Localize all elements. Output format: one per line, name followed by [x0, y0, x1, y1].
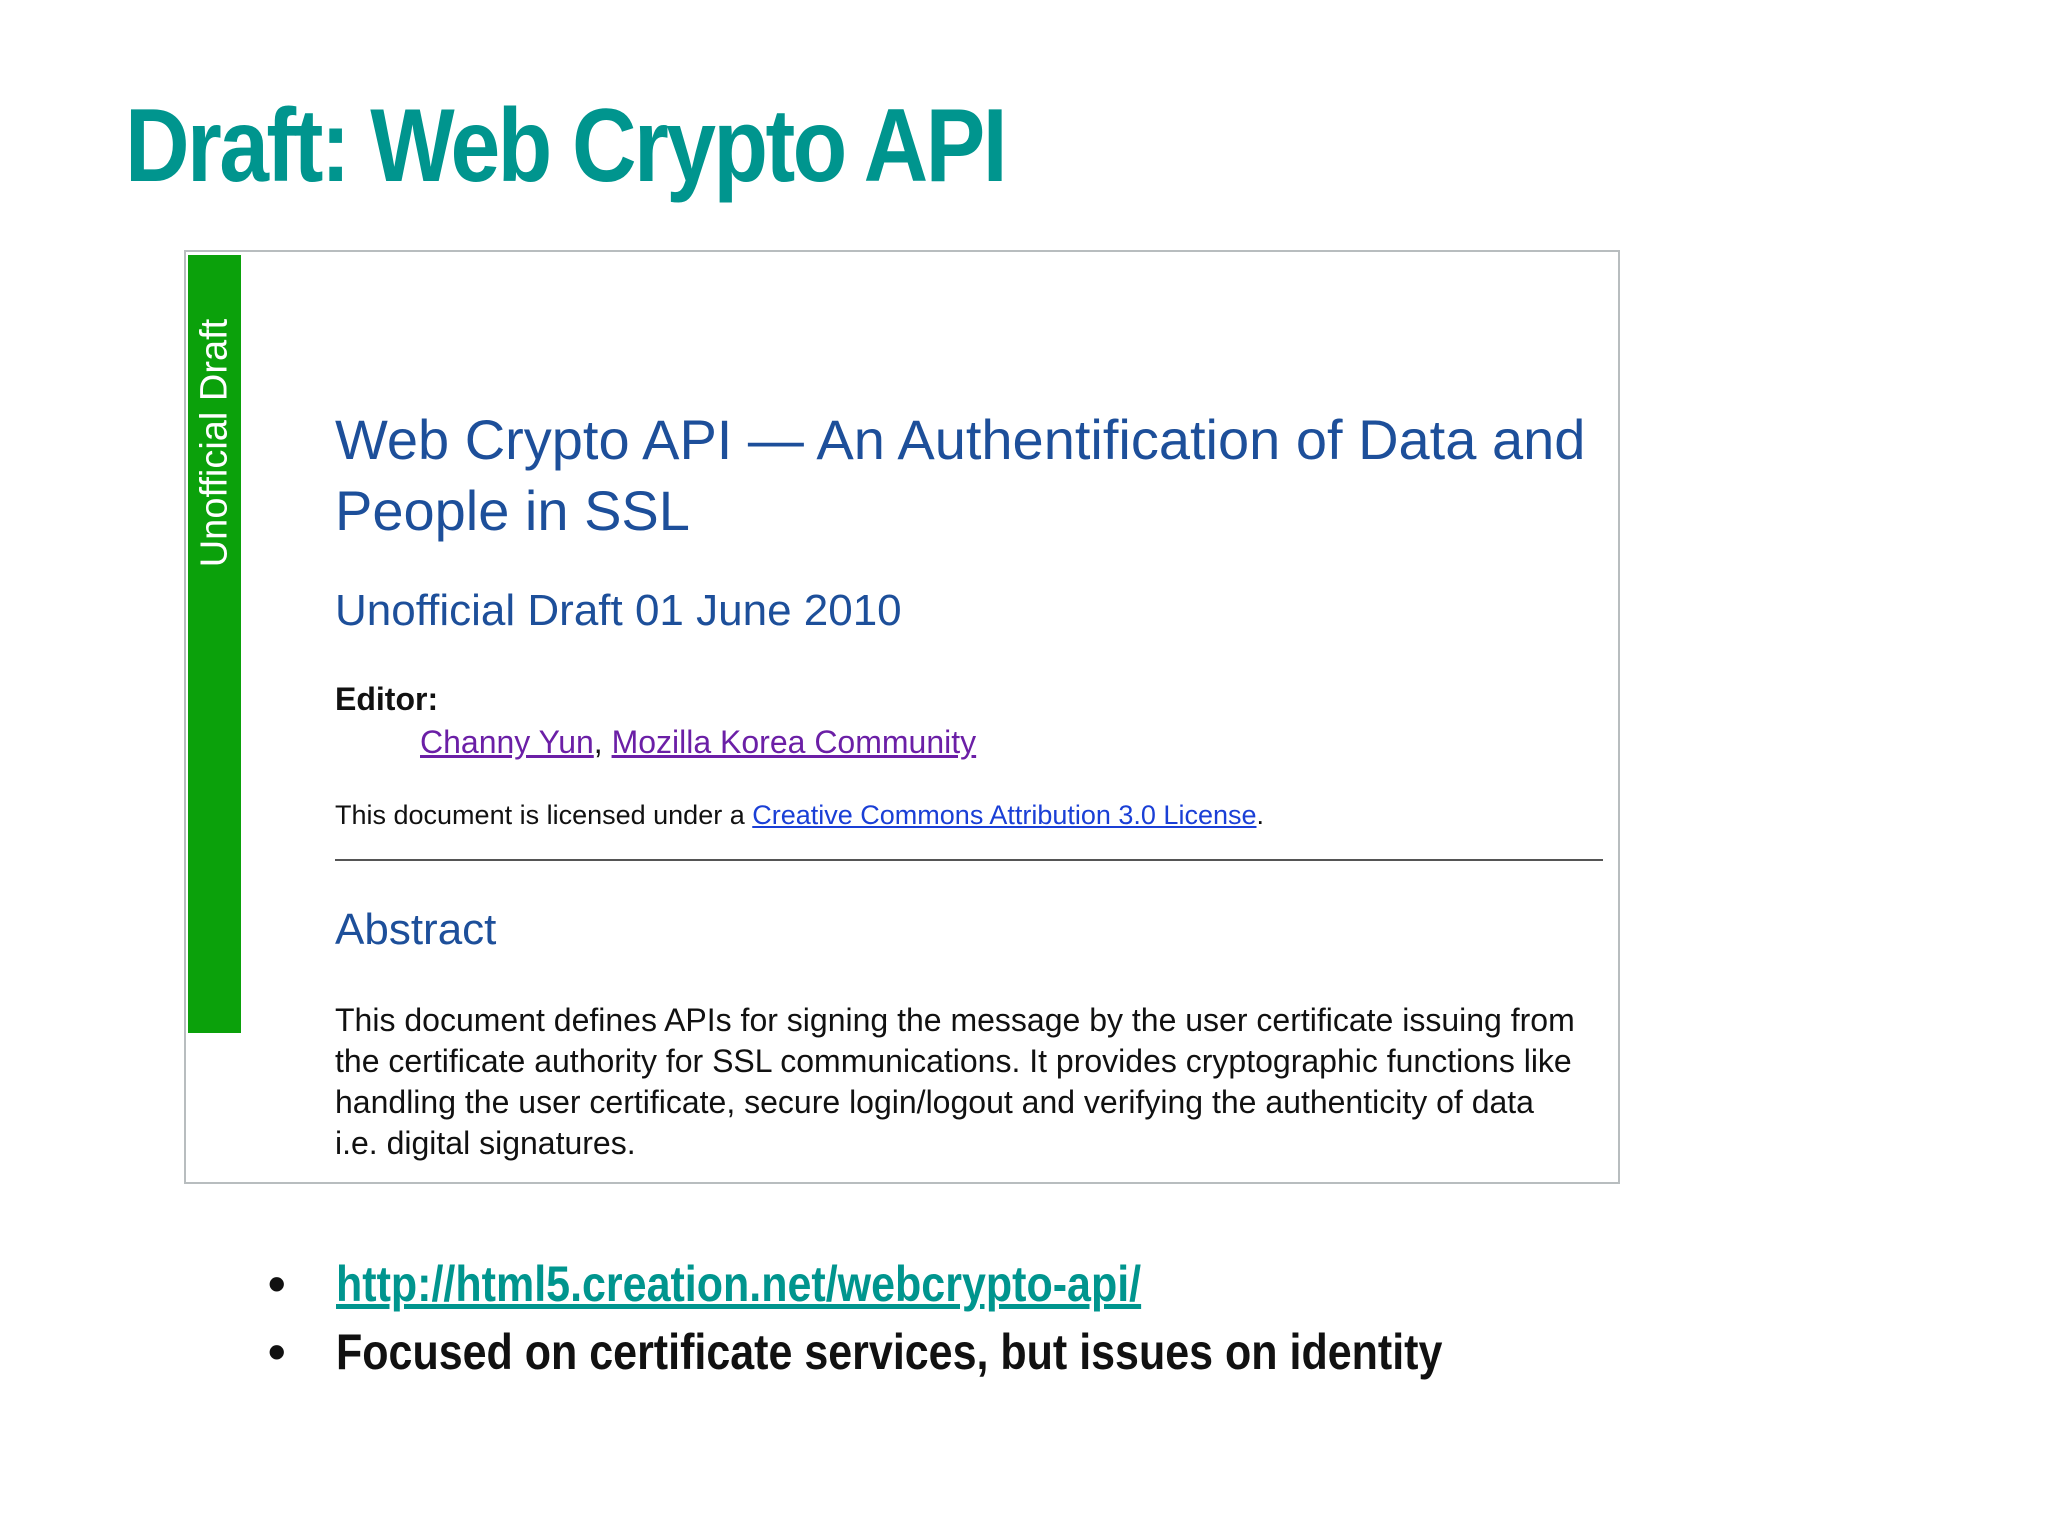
editor-line: [420, 722, 976, 762]
license-link[interactable]: Creative Commons Attribution 3.0 License: [752, 800, 1257, 830]
bullet-marker: •: [268, 1324, 286, 1380]
license-line: [335, 798, 1264, 832]
bullet-item-focus: [268, 1318, 1623, 1386]
spec-title: Web Crypto API — An Authentification of Data and People in SSL: [335, 408, 1586, 542]
editor-separator: ,: [593, 724, 603, 760]
spec-date: Unofficial Draft 01 June 2010: [335, 586, 902, 635]
editor-label: Editor:: [335, 681, 439, 717]
license-prefix: This document is licensed under a: [335, 800, 745, 830]
abstract-heading: Abstract: [335, 905, 497, 954]
license-suffix: .: [1256, 800, 1265, 830]
bullet-marker: •: [268, 1256, 286, 1312]
webcrypto-url-link[interactable]: http://html5.creation.net/webcrypto-api/: [336, 1256, 1142, 1312]
divider: [335, 859, 1603, 861]
editor-org-link[interactable]: Mozilla Korea Community: [611, 724, 977, 760]
editor-name-link[interactable]: Channy Yun: [420, 724, 594, 760]
abstract-text: This document defines APIs for signing the message by the user certificate issuing from the certificate authority for SSL communications. It provides cryptographic functions like handling the user certificate, secure login/logout and verifying the authenticity of data i.e. digital signatures.: [335, 1002, 1575, 1161]
spec-screenshot: [184, 250, 1620, 1184]
bullet-list: [268, 1250, 1623, 1386]
slide-title: Draft: Web Crypto API: [125, 88, 1006, 204]
unofficial-draft-banner: [188, 255, 241, 1033]
banner-label: Unofficial Draft: [193, 318, 235, 568]
focus-note: Focused on certificate services, but issues on identity: [336, 1324, 1443, 1380]
bullet-item-link: [268, 1250, 1623, 1318]
